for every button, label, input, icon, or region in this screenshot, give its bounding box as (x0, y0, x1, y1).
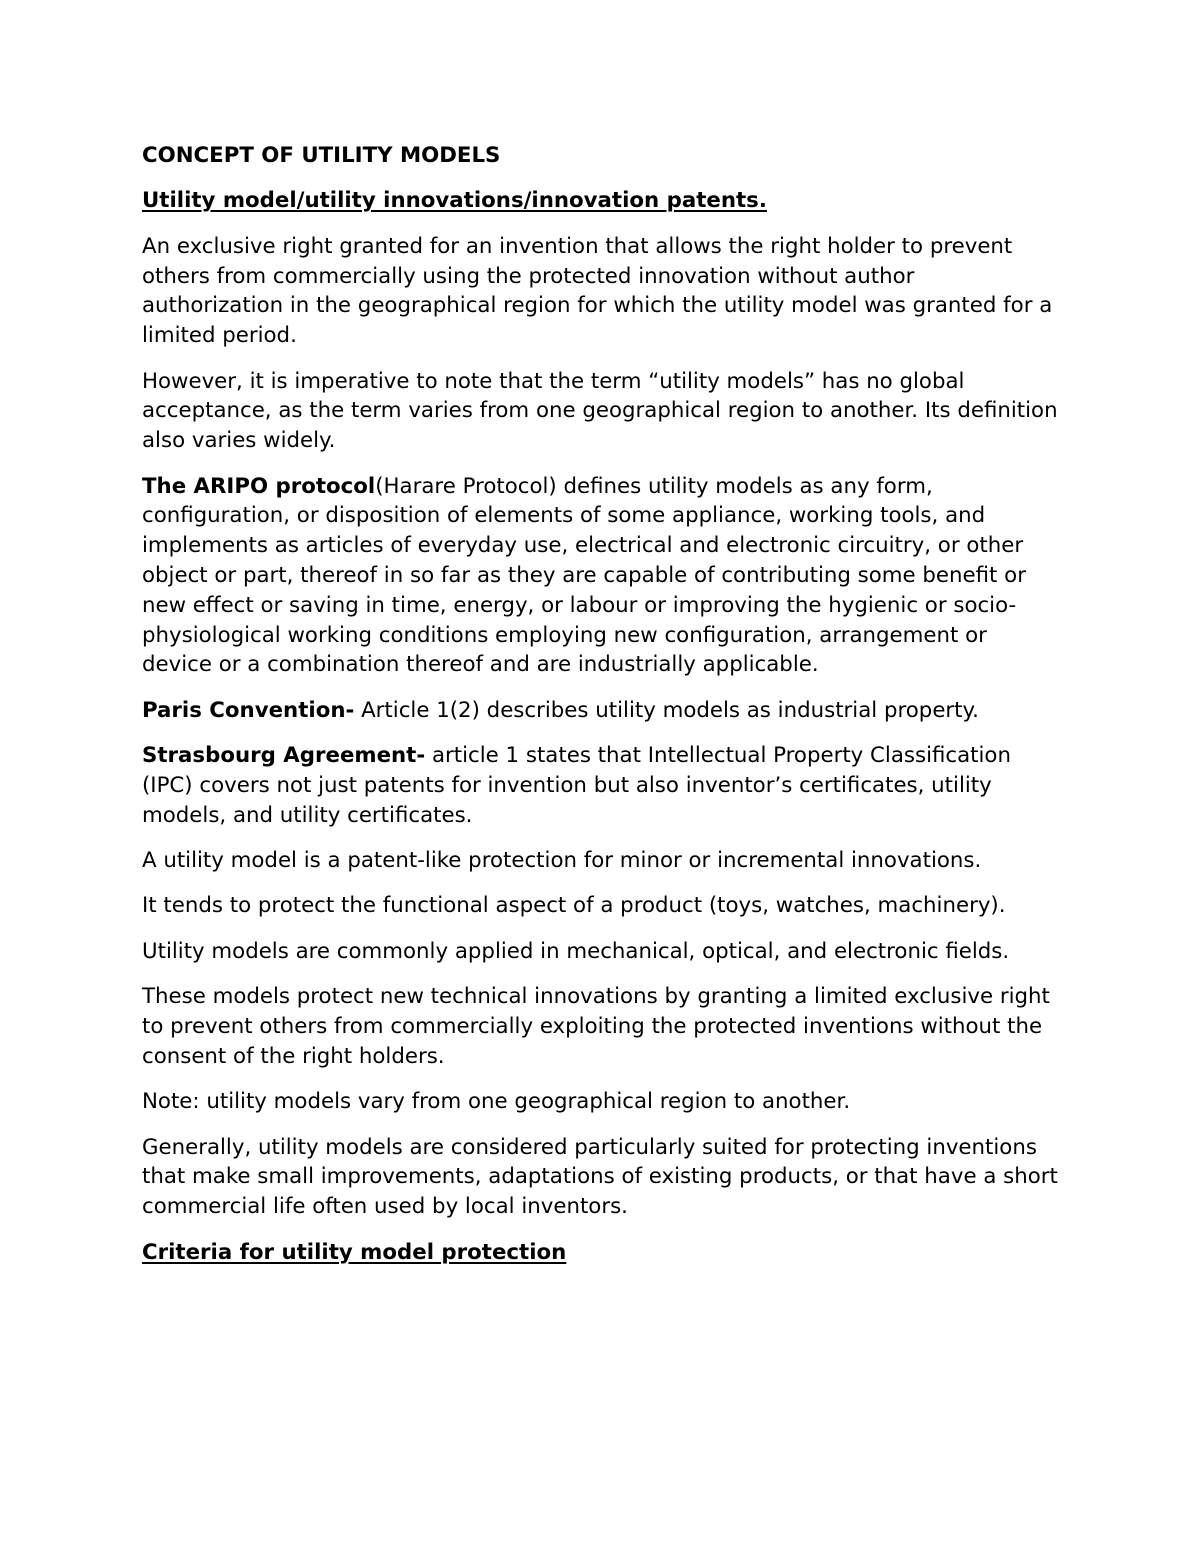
paris-lead: Paris Convention- (142, 697, 355, 723)
paragraph-paris (142, 696, 1062, 726)
paragraph-strasbourg (142, 741, 1062, 830)
aripo-body: (Harare Protocol) defines utility models as any form, configuration, or disposition of elements of some appliance, working tools, and implements as articles of everyday use, electrical and electronic circuitry, or other object or part, thereof in so far as they are capable of contributing some benefit or new effect or saving in time, energy, or labour or improving the hygienic or socio-physiological working conditions employing new configuration, arrangement or device or a combination thereof and are industrially applicable. (142, 473, 1026, 678)
paragraph-patent-like: A utility model is a patent-like protection for minor or incremental innovations. (142, 848, 982, 874)
section-subtitle: Utility model/utility innovations/innovation patents. (142, 188, 767, 214)
aripo-lead: The ARIPO protocol (142, 473, 376, 499)
paragraph-however: However, it is imperative to note that the term “utility models” has no global acceptance, as the term varies from one geographical region to another. Its definition also varies widely. (142, 368, 1058, 454)
paragraph-aripo (142, 472, 1062, 681)
paragraph-protect: These models protect new technical innovations by granting a limited exclusive right to prevent others from commercially exploiting the protected inventions without the consent of the right holders. (142, 984, 1050, 1069)
strasbourg-body: article 1 states that Intellectual Property Classification (IPC) covers not just patents for invention but also inventor’s certificates, utility models, and utility certificates. (142, 743, 1011, 828)
paris-body: Article 1(2) describes utility models as industrial property. (354, 697, 979, 723)
paragraph-definition: An exclusive right granted for an invention that allows the right holder to prevent others from commercially using the protected innovation without author authorization in the geographical region for which the utility model was granted for a limited period. (142, 233, 1053, 349)
criteria-heading: Criteria for utility model protection (142, 1239, 567, 1265)
strasbourg-lead: Strasbourg Agreement- (142, 743, 426, 769)
paragraph-fields: Utility models are commonly applied in mechanical, optical, and electronic fields. (142, 938, 1010, 964)
paragraph-note: Note: utility models vary from one geographical region to another. (142, 1089, 851, 1115)
document-body (142, 141, 1062, 1283)
paragraph-functional: It tends to protect the functional aspect of a product (toys, watches, machinery). (142, 893, 1006, 919)
page-title: CONCEPT OF UTILITY MODELS (142, 143, 501, 168)
paragraph-generally: Generally, utility models are considered particularly suited for protecting inventions that make small improvements, adaptations of existing products, or that have a short commercial life often used by local inventors. (142, 1134, 1058, 1220)
